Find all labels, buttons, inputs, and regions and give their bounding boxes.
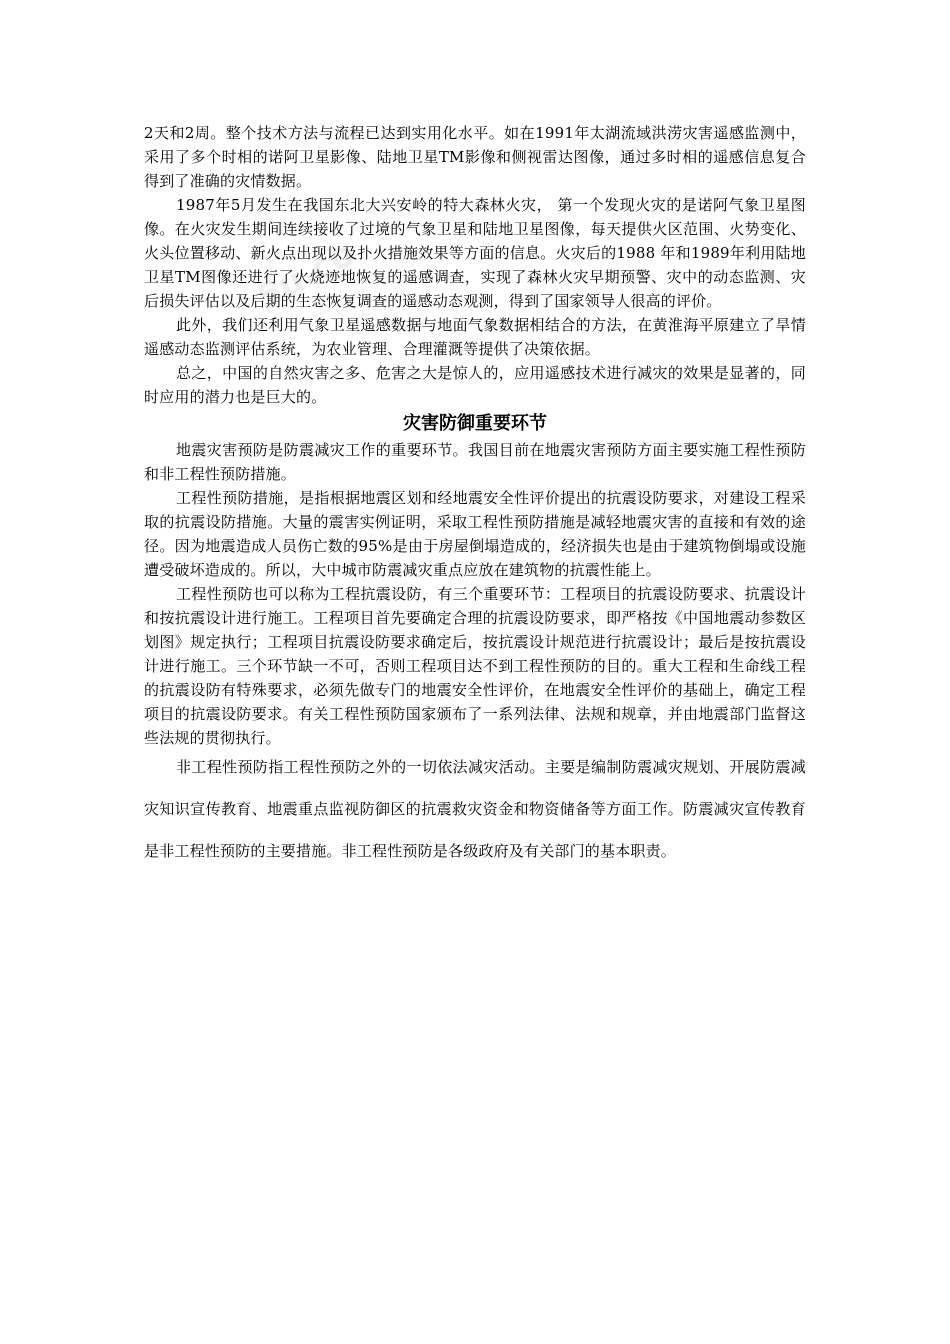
watermark-text: 5u.co: [250, 233, 362, 319]
paragraph-non-engineering: 非工程性预防指工程性预防之外的一切依法减灾活动。主要是编制防震减灾规划、开展防震减灾知识宣传教育、地震重点监视防御区的抗震救灾资金和物资储备等方面工作。防震减灾宣传教育是非工程性预防的主要措施。非工程性预防是各级政府及有关部门的基本职责。: [144, 758, 806, 860]
paragraph-intro: 地震灾害预防是防震减灾工作的重要环节。我国目前在地震灾害预防方面主要实施工程性预防和非工程性预防措施。: [144, 441, 806, 483]
paragraph-continued: 2天和2周。整个技术方法与流程已达到实用化水平。如在1991年太湖流域洪涝灾害遥感监测中，采用了多个时相的诺阿卫星影像、陆地卫星TM影像和侧视雷达图像，通过多时相的遥感信息复合得到了准确的灾情数据。: [144, 124, 806, 190]
paragraph-engineering: 工程性预防措施，是指根据地震区划和经地震安全性评价提出的抗震设防要求，对建设工程采取的抗震设防措施。大量的震害实例证明，采取工程性预防措施是减轻地震灾害的直接和有效的途径。因为地震造成人员伤亡数的95%是由于房屋倒塌造成的，经济损失也是由于建筑物倒塌或设施遭受破坏造成的。所以，大中城市防震减灾重点应放在建筑物的抗震性能上。: [144, 489, 806, 579]
paragraph-drought: 此外，我们还利用气象卫星遥感数据与地面气象数据相结合的方法，在黄淮海平原建立了旱情遥感动态监测评估系统，为农业管理、合理灌溉等提供了决策依据。: [144, 316, 806, 358]
paragraph-forest-fire: 1987年5月发生在我国东北大兴安岭的特大森林火灾， 第一个发现火灾的是诺阿气象卫星图像。在火灾发生期间连续接收了过境的气象卫星和陆地卫星图像，每天提供火区范围、火势变化、火头位置移动、新火点出现以及扑火措施效果等方面的信息。火灾后的1988 年和1989年利用陆地卫星TM图像还进行了火烧迹地恢复的遥感调查，实现了森林火灾早期预警、灾中的动态监测、灾后损失评估以及后期的生态恢复调查的遥感动态观测，得到了国家领导人很高的评价。: [144, 196, 806, 310]
document-body: [144, 121, 806, 872]
section-heading: 灾害防御重要环节: [403, 413, 547, 434]
paragraph-three-steps: 工程性预防也可以称为工程抗震设防，有三个重要环节：工程项目的抗震设防要求、抗震设计和按抗震设计进行施工。工程项目首先要确定合理的抗震设防要求，即严格按《中国地震动参数区划图》规定执行；工程项目抗震设防要求确定后，按抗震设计规范进行抗震设计；最后是按抗震设计进行施工。三个环节缺一不可，否则工程项目达不到工程性预防的目的。重大工程和生命线工程的抗震设防有特殊要求，必须先做专门的地震安全性评价，在地震安全性评价的基础上，确定工程项目的抗震设防要求。有关工程性预防国家颁布了一系列法律、法规和规章，并由地震部门监督这些法规的贯彻执行。: [144, 585, 806, 747]
paragraph-summary: 总之，中国的自然灾害之多、危害之大是惊人的，应用遥感技术进行减灾的效果是显著的，同时应用的潜力也是巨大的。: [144, 364, 806, 406]
